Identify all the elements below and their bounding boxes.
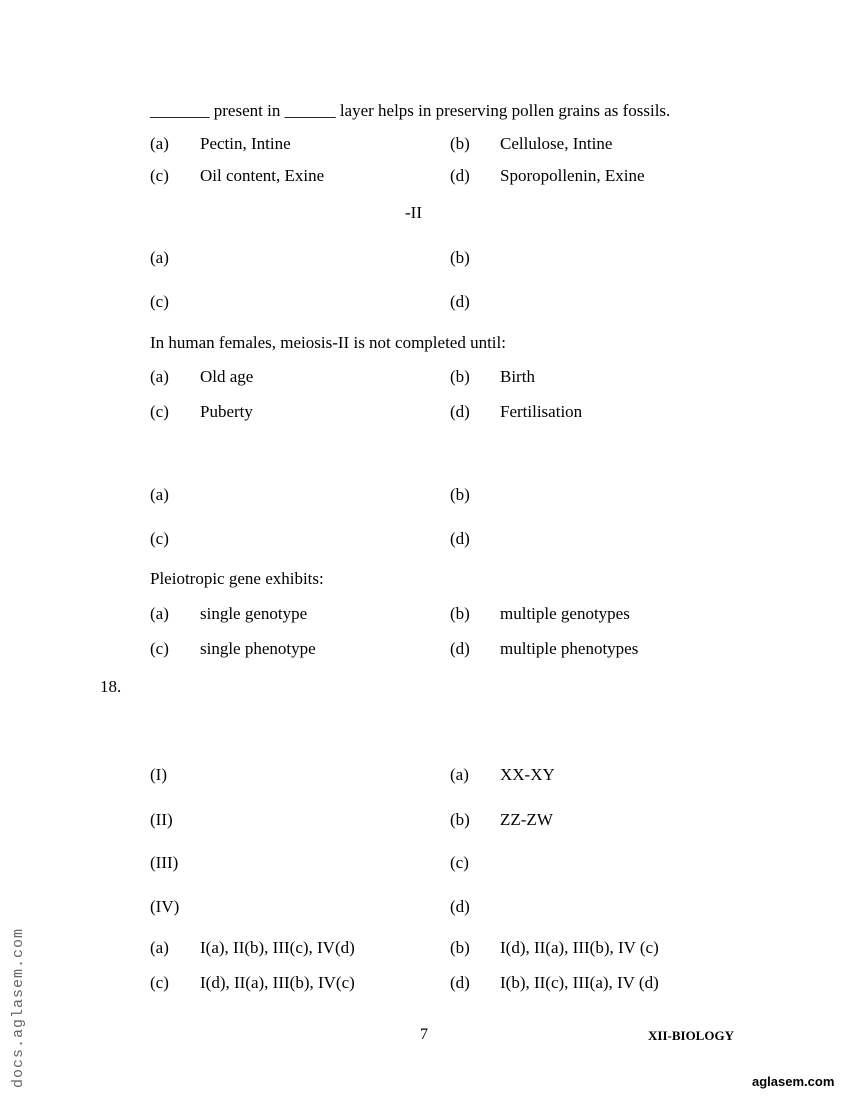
option-label: (c): [150, 529, 169, 548]
option-label: (a): [150, 485, 169, 504]
option-label: (c): [150, 166, 169, 185]
question-text: In human females, meiosis-II is not completed until:: [150, 333, 506, 352]
option-label: (d): [450, 639, 470, 658]
question-text: Pleiotropic gene exhibits:: [150, 569, 324, 588]
option-text: single phenotype: [200, 639, 316, 658]
option-text: single genotype: [200, 604, 308, 623]
option-label: (b): [450, 367, 470, 386]
option-text: I(d), II(a), III(b), IV (c): [500, 938, 659, 957]
option-label: (d): [450, 402, 470, 421]
option-label: (d): [450, 973, 470, 992]
option-label: (d): [450, 166, 470, 185]
question-number: 18.: [100, 677, 122, 696]
brand-link[interactable]: aglasem.com: [752, 1074, 835, 1089]
option-text: multiple genotypes: [500, 604, 630, 623]
option-label: (d): [450, 292, 470, 311]
option-label: (d): [450, 897, 470, 916]
option-text: I(a), II(b), III(c), IV(d): [200, 938, 355, 957]
option-text: Old age: [200, 367, 254, 386]
option-label: (b): [450, 248, 470, 267]
watermark: docs.aglasem.com: [10, 927, 27, 1088]
option-label: (b): [450, 604, 470, 623]
subject-footer: XII-BIOLOGY: [648, 1028, 734, 1043]
option-text: Puberty: [200, 402, 253, 421]
option-label: (I): [150, 765, 167, 784]
page-number: 7: [420, 1026, 428, 1043]
option-label: (a): [150, 248, 169, 267]
option-text: ZZ-ZW: [500, 810, 553, 829]
option-text: XX-XY: [500, 765, 555, 784]
option-text: Sporopollenin, Exine: [500, 166, 645, 185]
option-text: I(b), II(c), III(a), IV (d): [500, 973, 659, 992]
option-label: (b): [450, 810, 470, 829]
option-label: (c): [150, 973, 169, 992]
option-text: Fertilisation: [500, 402, 583, 421]
option-label: (c): [150, 402, 169, 421]
option-text: multiple phenotypes: [500, 639, 639, 658]
option-label: (b): [450, 134, 470, 153]
option-text: I(d), II(a), III(b), IV(c): [200, 973, 355, 992]
option-label: (IV): [150, 897, 180, 916]
option-text: Oil content, Exine: [200, 166, 325, 185]
option-label: (c): [150, 292, 169, 311]
option-label: (II): [150, 810, 173, 829]
question-text: _______ present in ______ layer helps in preserving pollen grains as fossils.: [150, 101, 671, 120]
option-label: (b): [450, 485, 470, 504]
option-label: (c): [450, 853, 469, 872]
option-text: Cellulose, Intine: [500, 134, 613, 153]
option-label: (a): [150, 367, 169, 386]
option-text: Birth: [500, 367, 535, 386]
option-label: (a): [450, 765, 469, 784]
option-label: (b): [450, 938, 470, 957]
option-label: (a): [150, 134, 169, 153]
option-text: Pectin, Intine: [200, 134, 291, 153]
option-label: (d): [450, 529, 470, 548]
option-label: (III): [150, 853, 179, 872]
option-label: (a): [150, 938, 169, 957]
section-heading: -II: [405, 203, 422, 222]
option-label: (a): [150, 604, 169, 623]
option-label: (c): [150, 639, 169, 658]
